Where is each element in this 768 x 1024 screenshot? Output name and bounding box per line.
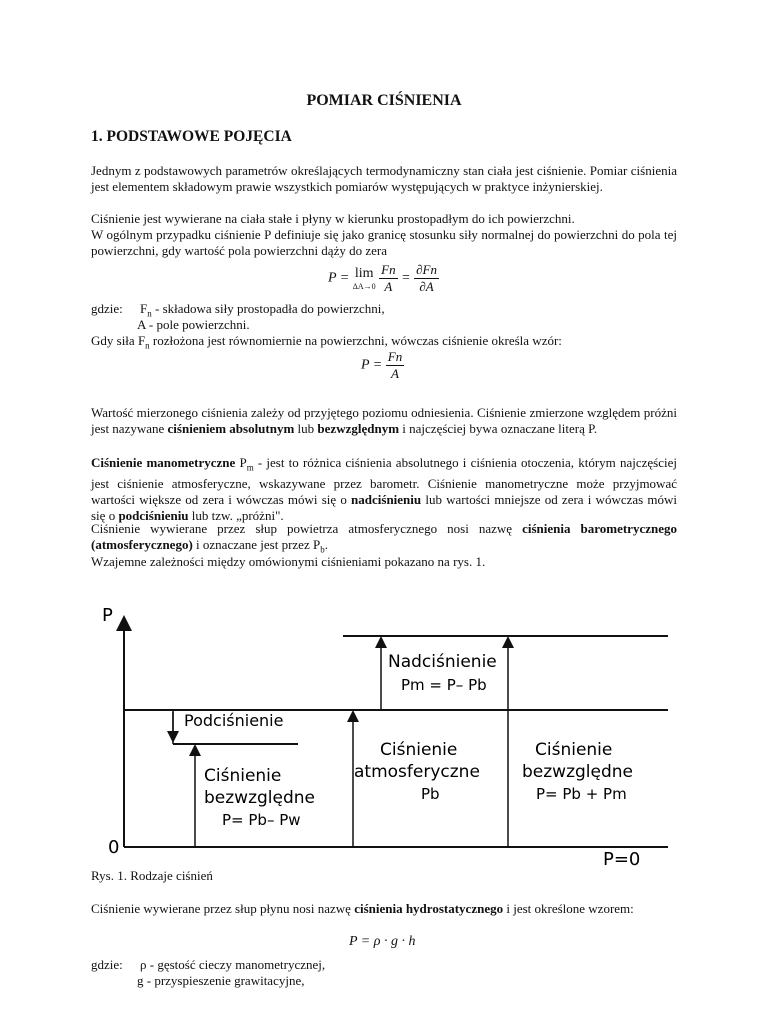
axis-label-p: P bbox=[102, 605, 113, 626]
label-underpressure: Podciśnienie bbox=[184, 711, 284, 730]
label-overpressure: Nadciśnienie bbox=[388, 652, 497, 672]
eq1-lim-word: lim bbox=[354, 266, 374, 281]
eq2-fraction bbox=[386, 349, 404, 382]
label-atmospheric-2: atmosferyczne bbox=[354, 762, 480, 782]
label-overpressure-formula: Pm = P– Pb bbox=[401, 676, 487, 694]
p4-text-a: Gdy siła F bbox=[91, 333, 146, 348]
page-title: POMIAR CIŚNIENIA bbox=[306, 92, 462, 109]
paragraph-reference-level bbox=[91, 405, 677, 436]
eq1-den2: ∂A bbox=[419, 279, 434, 294]
p7-t2: i oznaczane jest przez P bbox=[192, 536, 321, 552]
eq1-num2: ∂Fn bbox=[416, 262, 437, 277]
p9-t2: i jest określone wzorem: bbox=[503, 901, 634, 916]
p5-b1: ciśnieniem absolutnym bbox=[167, 420, 295, 436]
p6-b3: podciśnieniu bbox=[118, 507, 189, 523]
p5-t2: lub bbox=[294, 420, 318, 436]
where2-g: g - przyspieszenie grawitacyjne, bbox=[137, 973, 305, 988]
equation-limit bbox=[328, 262, 439, 295]
paragraph-intro: Jednym z podstawowych parametrów określających termodynamiczny stan ciała jest ciśnienie. Pomiar ciśnienia jest elementem składowym prawie wszystkich pomiarów występujących w praktyce inżynierskiej. bbox=[91, 163, 677, 194]
p6-t4: lub tzw. „próżni". bbox=[188, 507, 284, 523]
where2-label: gdzie: bbox=[91, 957, 123, 972]
p6-b2: nadciśnieniu bbox=[351, 492, 422, 507]
eq1-fraction-2 bbox=[414, 262, 439, 295]
equation-simple bbox=[361, 349, 404, 382]
section-heading: 1. PODSTAWOWE POJĘCIA bbox=[91, 128, 292, 145]
p6-t1: P bbox=[235, 455, 247, 470]
where2-rho: ρ - gęstość cieczy manometrycznej, bbox=[140, 957, 326, 972]
equation-hydrostatic: P = ρ · g · h bbox=[349, 934, 416, 949]
label-absolute-right-1: Ciśnienie bbox=[535, 740, 613, 760]
pressure-types-diagram bbox=[88, 585, 680, 870]
paragraph-hydrostatic bbox=[91, 901, 677, 917]
paragraph-definition: W ogólnym przypadku ciśnienie P definiuje się jako granicę stosunku siły normalnej do powierzchni do pola tej powierzchni, gdy wartość pola powierzchni dąży do zera bbox=[91, 227, 677, 258]
axis-label-zero: 0 bbox=[108, 837, 120, 858]
where-block-2 bbox=[91, 957, 325, 973]
where1-label: gdzie: bbox=[91, 301, 123, 316]
paragraph-manometric bbox=[91, 455, 677, 523]
p6-t3: lub wartości mniejsze od zera i wówczas mówi się o bbox=[91, 492, 677, 523]
p9-b1: ciśnienia hydrostatycznego bbox=[354, 901, 504, 916]
eq1-lim-sub: ΔA→0 bbox=[352, 282, 376, 291]
figure-caption: Rys. 1. Rodzaje ciśnień bbox=[91, 868, 213, 883]
label-atmospheric-1: Ciśnienie bbox=[380, 740, 458, 760]
eq2-lhs: P = bbox=[361, 357, 383, 373]
label-absolute-left-3: P= Pb– Pw bbox=[222, 811, 301, 829]
label-absolute-left-2: bezwzględne bbox=[204, 788, 315, 808]
eq1-lim bbox=[353, 266, 376, 291]
paragraph-barometric bbox=[91, 521, 677, 558]
p6-b1: Ciśnienie manometryczne bbox=[91, 455, 236, 470]
p5-t1: Wartość mierzonego ciśnienia zależy od przyjętego poziomu odniesienia. Ciśnienie zmierzone względem próżni jest nazywane bbox=[91, 405, 677, 436]
where1-fn-sub: n bbox=[147, 308, 152, 319]
eq2-num: Fn bbox=[387, 349, 403, 364]
paragraph-direction: Ciśnienie jest wywierane na ciała stałe i płyny w kierunku prostopadłym do ich powierzchni. bbox=[91, 211, 575, 226]
where1-fn-symbol: F bbox=[140, 301, 148, 316]
eq1-fraction-1 bbox=[379, 262, 397, 295]
p7-t3: . bbox=[324, 536, 328, 552]
eq2-den: A bbox=[391, 366, 399, 381]
p4-text-b: rozłożona jest równomiernie na powierzchni, wówczas ciśnienie określa wzór: bbox=[149, 333, 562, 348]
label-absolute-right-3: P= Pb + Pm bbox=[536, 785, 627, 803]
p7-t1: Ciśnienie wywierane przez słup powietrza atmosferycznego nosi nazwę bbox=[91, 521, 523, 536]
p7-sub: b bbox=[320, 544, 325, 555]
p4-sub: n bbox=[145, 340, 150, 351]
p6-sub1: m bbox=[246, 462, 254, 473]
eq1-den1: A bbox=[384, 279, 393, 294]
where1-fn-desc: - składowa siły prostopadła do powierzchni, bbox=[151, 301, 385, 316]
label-p-zero: P=0 bbox=[603, 849, 641, 870]
p9-t1: Ciśnienie wywierane przez słup płynu nosi nazwę bbox=[91, 901, 355, 916]
p6-t2: - jest to różnica ciśnienia absolutnego i ciśnienia otoczenia, którym najczęściej jest ciśnienie atmosferyczne, wskazywane przez barometr. Ciśnienie manometryczne może przyjmować wartości większe od zera i wówczas mówi się o bbox=[91, 455, 677, 507]
eq1-equals: = bbox=[401, 270, 411, 286]
label-absolute-left-1: Ciśnienie bbox=[204, 766, 282, 786]
eq1-lhs: P = bbox=[328, 270, 350, 286]
p5-b2: bezwzględnym bbox=[317, 420, 400, 436]
label-absolute-right-2: bezwzględne bbox=[522, 762, 633, 782]
paragraph-figure-ref: Wzajemne zależności między omówionymi ciśnieniami pokazano na rys. 1. bbox=[91, 554, 486, 569]
eq1-num1: Fn bbox=[381, 262, 396, 277]
where1-area: A - pole powierzchni. bbox=[137, 317, 250, 332]
label-atmospheric-3: Pb bbox=[421, 785, 440, 803]
p7-b1: ciśnienia barometrycznego (atmosferycznego) bbox=[91, 521, 677, 552]
p5-t3: i najczęściej bywa oznaczane literą P. bbox=[399, 420, 598, 436]
